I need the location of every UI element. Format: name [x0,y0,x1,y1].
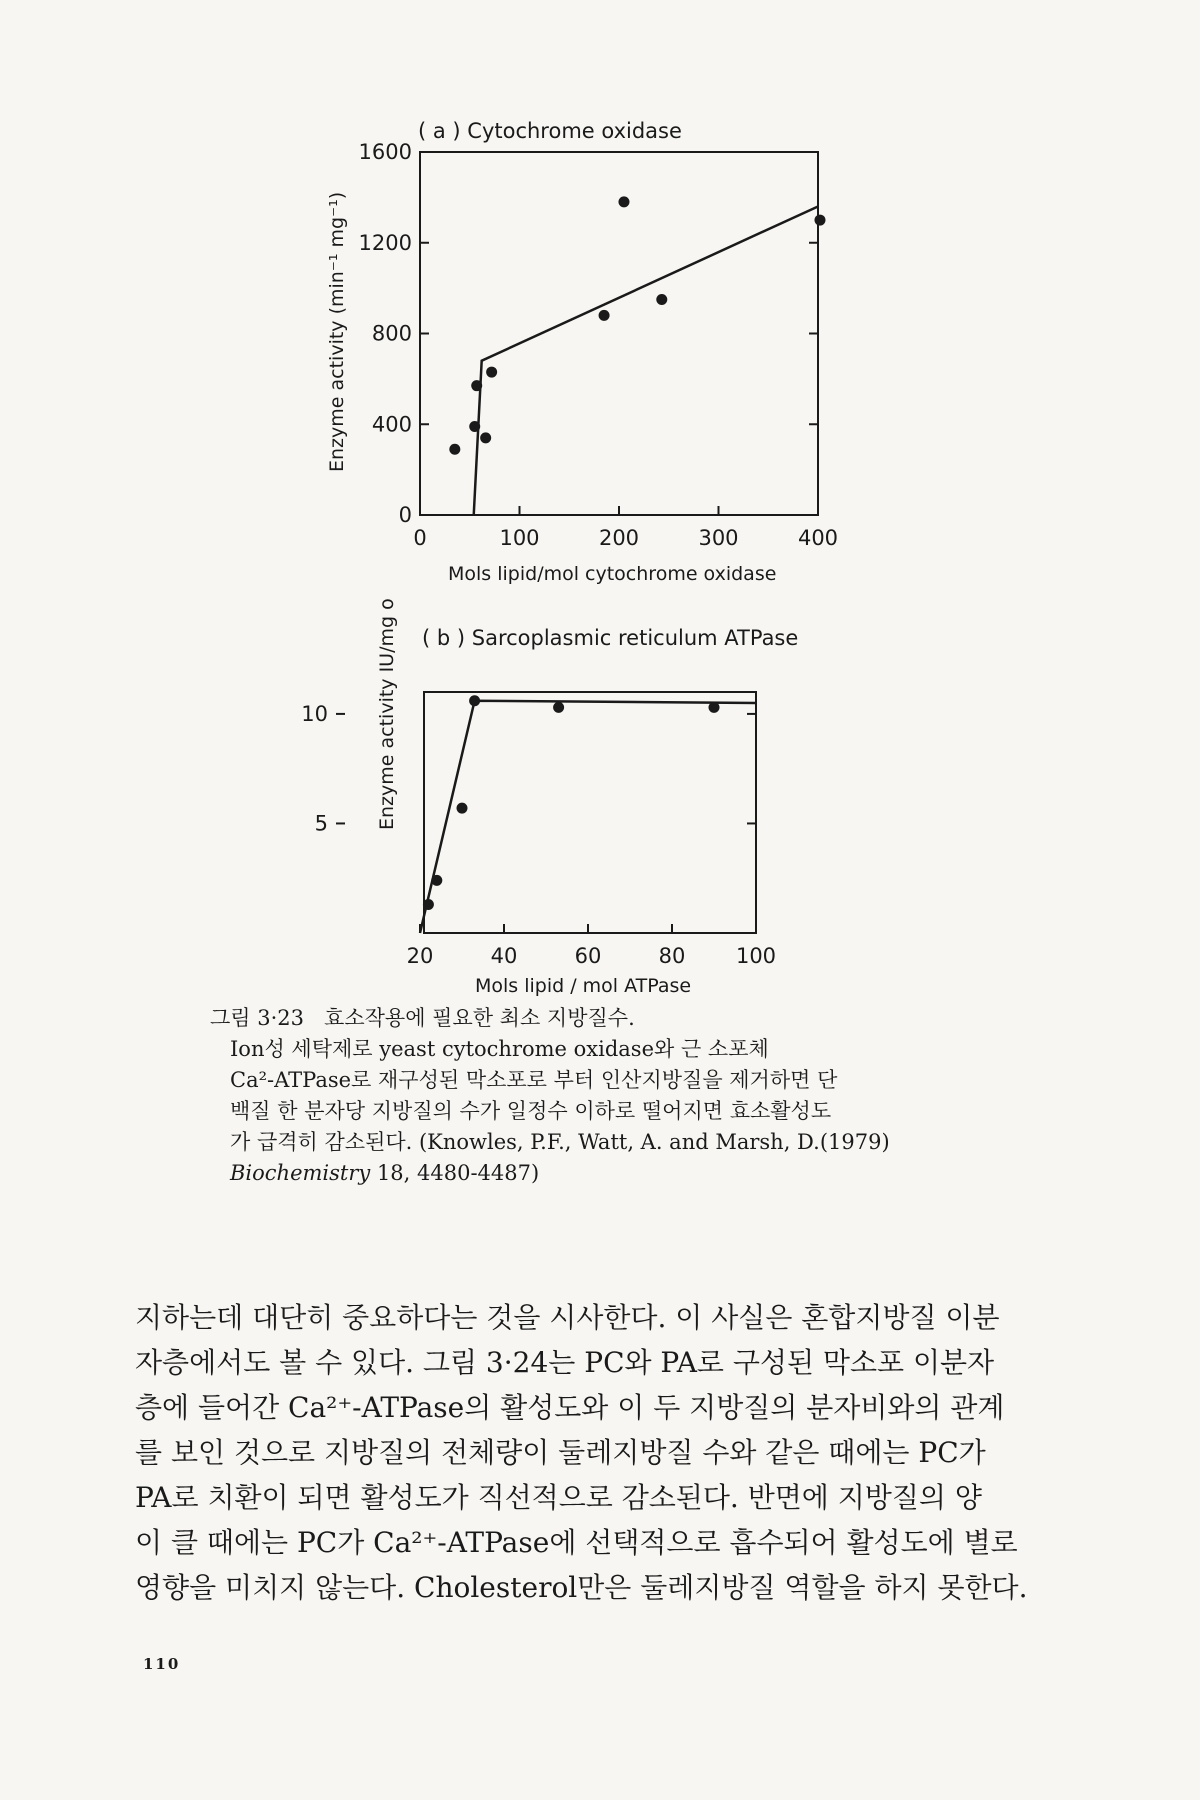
figure-label: 그림 3·23 [210,1006,305,1030]
body-line: 이 클 때에는 PC가 Ca²⁺-ATPase에 선택적으로 흡수되어 활성도에 별로 [135,1526,1018,1559]
figure-title: 효소작용에 필요한 최소 지방질수. [324,1006,635,1030]
page-number: 110 [143,1655,181,1673]
chart-a-data-point [656,294,667,305]
chart-a-y-tick-label: 400 [371,412,412,437]
chart-a-frame [420,152,818,515]
chart-b-x-tick-label: 60 [574,944,602,968]
chart-b-data-point [469,695,480,706]
chart-b-data-point [423,899,434,910]
chart-a-y-tick-label: 1200 [358,230,412,255]
chart-b-data-point [431,875,442,886]
chart-a-data-point [480,432,491,443]
chart-a-data-point [449,444,460,455]
chart-b-y-tick-label: 5 [314,811,328,836]
caption-citation [230,1158,1010,1189]
caption-line: Ca²-ATPase로 재구성된 막소포로 부터 인산지방질을 제거하면 단 [230,1068,838,1092]
body-line: PA로 치환이 되면 활성도가 직선적으로 감소된다. 반면에 지방질의 양 [135,1481,982,1514]
body-line: 지하는데 대단히 중요하다는 것을 시사한다. 이 사실은 혼합지방질 이분 [135,1301,1000,1334]
chart-a-fit-line [474,206,818,515]
chart-b-x-tick-label: 40 [490,944,518,968]
chart-a-data-point [469,421,480,432]
chart-a-data-point [618,196,629,207]
chart-a-ylabel: Enzyme activity (min⁻¹ mg⁻¹) [326,191,348,472]
chart-b-x-tick-label: 20 [406,944,434,968]
chart-b-y-tick-label: 10 [301,701,328,726]
body-line: 영향을 미치지 않는다. Cholesterol만은 둘레지방질 역할을 하지 못한다. [135,1571,1028,1604]
caption-body [230,1034,1010,1189]
chart-a-x-tick-label: 200 [598,526,640,550]
chart-b-x-tick-label: 80 [658,944,686,968]
caption-line: 백질 한 분자당 지방질의 수가 일정수 이하로 떨어지면 효소활성도 [230,1099,832,1123]
chart-a-plot [359,140,839,550]
caption-heading [210,1003,1010,1034]
chart-a-x-tick-label: 0 [413,526,427,550]
chart-b-title: ( b ) Sarcoplasmic reticulum ATPase [422,626,799,650]
caption-line: Ion성 세탁제로 yeast cytochrome oxidase와 근 소포체 [230,1037,769,1061]
chart-b-data-point [553,702,564,713]
chart-a-title: ( a ) Cytochrome oxidase [418,119,682,143]
body-line: 자층에서도 볼 수 있다. 그림 3·24는 PC와 PA로 구성된 막소포 이분자 [135,1346,995,1379]
figure-caption [210,1003,1010,1189]
journal-name: Biochemistry [230,1161,371,1185]
chart-a-x-tick-label: 100 [499,526,540,550]
chart-b-fit-line [420,701,756,933]
body-line: 층에 들어간 Ca²⁺-ATPase의 활성도와 이 두 지방질의 분자비와의 관계 [135,1391,1005,1424]
chart-b-data-point [457,803,468,814]
chart-a-data-point [814,215,825,226]
chart-b-xlabel: Mols lipid / mol ATPase [475,975,692,997]
chart-b-frame [424,692,756,933]
chart-a-data-point [486,367,497,378]
chart-a-data-point [471,380,482,391]
journal-ref: 18, 4480-4487) [370,1161,540,1185]
chart-a-x-tick-label: 300 [698,526,739,550]
body-paragraph [135,1295,1055,1610]
body-line: 를 보인 것으로 지방질의 전체량이 둘레지방질 수와 같은 때에는 PC가 [135,1436,986,1469]
caption-line: 가 급격히 감소된다. (Knowles, P.F., Watt, A. and Marsh, D.(1979) [230,1130,890,1154]
chart-b-data-point [709,702,720,713]
chart-a-y-tick-label: 0 [398,503,412,527]
chart-b-ylabel: Enzyme activity IU/mg o [376,598,398,830]
chart-b-plot [301,695,776,968]
chart-a-y-tick-label: 1600 [358,140,412,164]
chart-a-xlabel: Mols lipid/mol cytochrome oxidase [448,563,777,585]
chart-a-x-tick-label: 400 [797,526,839,550]
chart-b-x-tick-label: 100 [735,944,777,968]
chart-a-y-tick-label: 800 [371,321,412,346]
chart-a-data-point [599,310,610,321]
